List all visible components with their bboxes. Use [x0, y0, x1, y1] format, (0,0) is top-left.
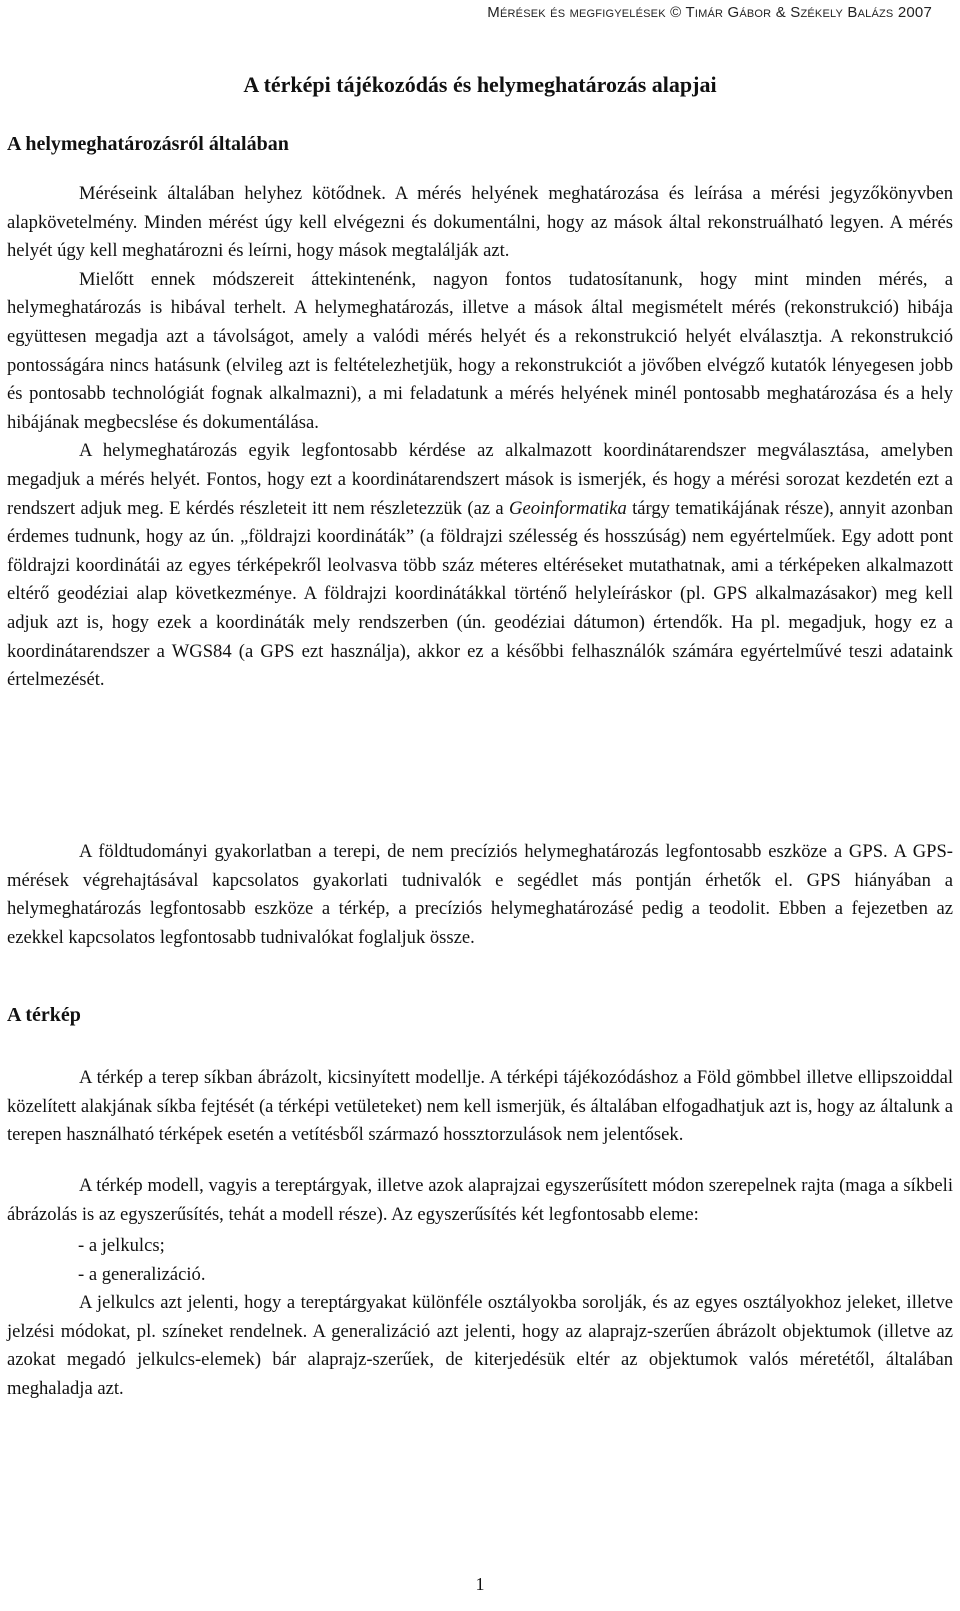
- paragraph-map-model: A térkép modell, vagyis a tereptárgyak, illetve azok alaprajzai egyszerűsített módon szerepelnek rajta (maga a síkbeli ábrázolás is az egyszerűsítés, tehát a modell része). Az egyszerűsítés két legfontosabb eleme:: [7, 1175, 953, 1225]
- section1-body: [7, 180, 953, 695]
- paragraph-legend-generalization: A jelkulcs azt jelenti, hogy a tereptárgyakat különféle osztályokba sorolják, és az egyes osztályokhoz jeleket, illetve jelzési módokat, pl. színeket rendelnek. A generalizáció azt jelenti, hogy az alaprajz-szerűen ábrázolt objektumok (illetve az azokat megadó jelkulcs-elemek) bár alaprajz-szerűek, de kiterjedésük eltér az objektumok valós méretétől, általában meghaladja azt.: [7, 1292, 953, 1399]
- section2-body: [7, 1064, 953, 1150]
- paragraph-map-definition: A térkép a terep síkban ábrázolt, kicsinyített modellje. A térképi tájékozódáshoz a Föld gömbbel illetve ellipszoiddal közelített alakjának síkba fejtését (a térképi vetületeket) nem kell ismerjük, és általában elfogadhatjuk azt is, hogy az általunk a terepen használható térképek esetén a vetítésből származó hossztorzulások nem jelentősek.: [7, 1067, 953, 1146]
- page-number: 1: [475, 1574, 485, 1594]
- list-item: - a jelkulcs;: [78, 1235, 165, 1256]
- geoinformatika-term: Geoinformatika: [509, 497, 627, 519]
- paragraph-coordinates-part2: tárgy tematikájának része), annyit azonban érdemes tudnunk, hogy az ún. „földrajzi koordináták” (a földrajzi szélesség és hosszúság) nem egyértelműek. Egy adott pont földrajzi koordinátái az egyes térképekről leolvasva több száz méteres eltéréseket mutathatnak, ami a térképeken alkalmazott eltérő geodéziai alap következménye. A földrajzi koordinátákkal történő helyleíráskor (pl. GPS alkalmazásakor) meg kell adjuk azt is, hogy ezek a koordináták mely rendszerben (ún. geodéziai dátumon) értendők. Ha pl. megadjuk, hogy ez a koordinátarendszer a WGS84 (a GPS ezt használja), akkor ez a későbbi felhasználók számára egyértelművé teszi adataink értelmezését.: [7, 497, 953, 691]
- paragraph-intro: Méréseink általában helyhez kötődnek. A mérés helyének meghatározása és leírása a mérési jegyzőkönyvben alapkövetelmény. Minden mérést úgy kell elvégezni és dokumentálni, hogy az mások által rekonstruálható legyen. A mérés helyét úgy kell meghatározni és leírni, hogy mások megtalálják azt.: [7, 183, 953, 262]
- page-title: A térképi tájékozódás és helymeghatározás alapjai: [243, 72, 717, 97]
- paragraph-gps: A földtudományi gyakorlatban a terepi, de nem precíziós helymeghatározás legfontosabb eszköze a GPS. A GPS-mérések végrehajtásával kapcsolatos gyakorlati tudnivalók e segédlet más pontján érhetők el. GPS hiányában a helymeghatározás legfontosabb eszköze a térkép, a precíziós helymeghatározásé pedig a teodolit. Ebben a fejezetben az ezekkel kapcsolatos legfontosabb tudnivalókat foglaljuk össze.: [7, 841, 953, 948]
- paragraph-errors: Mielőtt ennek módszereit áttekintenénk, nagyon fontos tudatosítanunk, hogy mint minden mérés, a helymeghatározás is hibával terhelt. A helymeghatározás, illetve a mások által megismételt mérés (rekonstrukció) hibája együttesen megadja azt a távolságot, amely a valódi mérés helyét és a rekonstrukció helyét elválasztja. A rekonstrukció pontosságára nincs hatásunk (elvileg azt is feltételezhetjük, hogy a rekonstrukciót a jövőben elvégző kutatók lényegesen jobb és pontosabb technológiát fognak alkalmazni), a mi feladatunk a mérés helyének minél pontosabb meghatározása és a hely hibájának megbecslése és dokumentálása.: [7, 268, 953, 433]
- running-header: Mérések és megfigyelések © Timár Gábor & Székely Balázs 2007: [487, 4, 932, 21]
- section2-model: [7, 1172, 953, 1229]
- paragraph-coordinates: [7, 437, 953, 694]
- section1-body-end: [7, 838, 953, 952]
- section-heading-general: A helymeghatározásról általában: [7, 133, 289, 155]
- section2-legend: [7, 1289, 953, 1403]
- list-item: - a generalizáció.: [78, 1264, 206, 1285]
- section-heading-map: A térkép: [7, 1004, 81, 1026]
- paragraph-coordinates-part1: A helymeghatározás egyik legfontosabb kérdése az alkalmazott koordinátarendszer megválasztása, amelyben megadjuk a mérés helyét. Fontos, hogy ezt a koordinátarendszert mások is ismerjék, és hogy a mérési sorozat kezdetén ezt a rendszert adjuk meg. E kérdés részleteit itt nem részletezzük (az a: [7, 440, 953, 519]
